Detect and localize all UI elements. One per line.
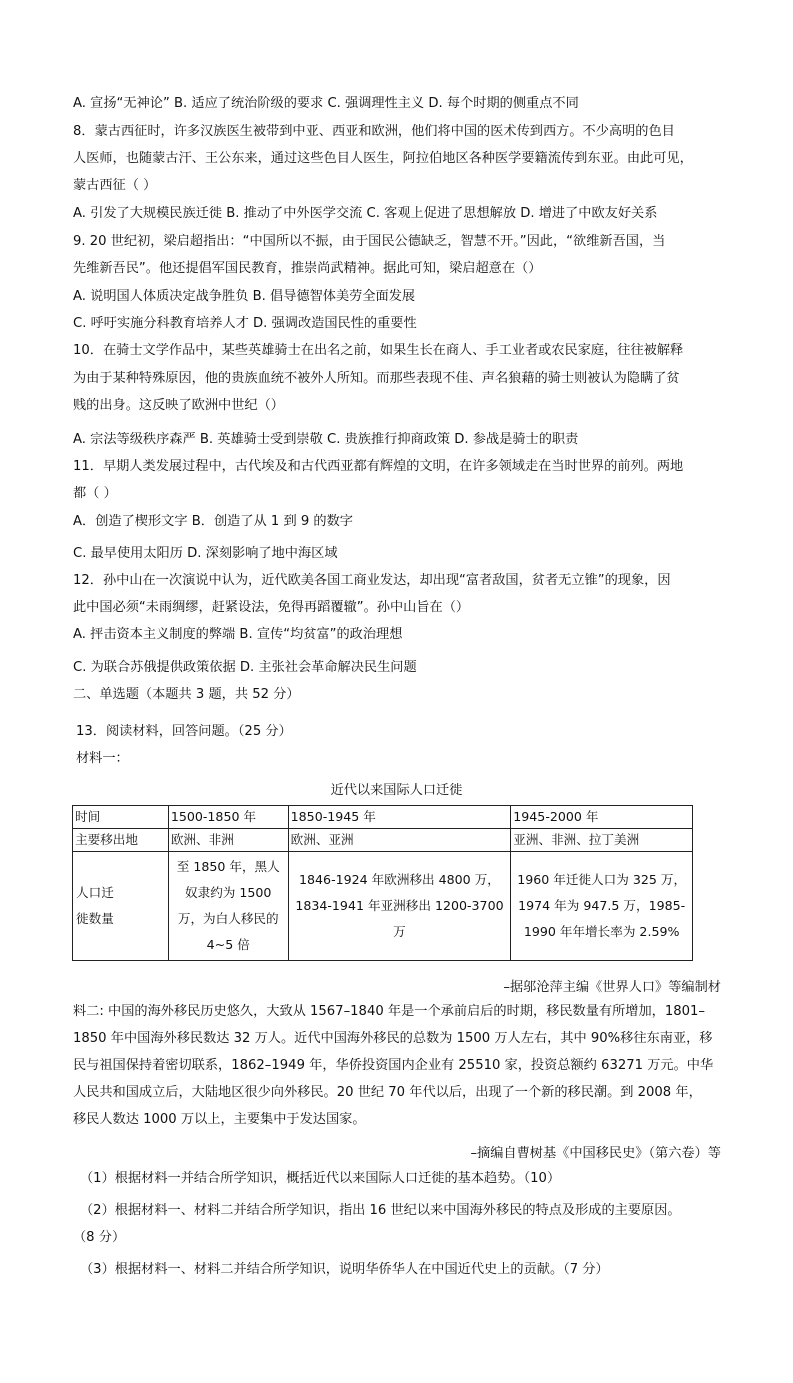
table-cell	[288, 852, 511, 961]
question-10-line-1: 10．在骑士文学作品中，某些英雄骑士在出名之前，如果生长在商人、手工业者或农民家庭，往往被解释	[73, 343, 684, 358]
sub-question-3: （3）根据材料一、材料二并结合所学知识，说明华侨华人在中国近代史上的贡献。（7 分）	[80, 1262, 609, 1277]
table-header-row	[73, 806, 693, 829]
question-11-line-1: 11．早期人类发展过程中，古代埃及和古代西亚都有辉煌的文明，在许多领域走在当时世界的前列。两地	[73, 459, 684, 474]
table-cell	[168, 852, 288, 961]
table-cell: 主要移出地	[73, 829, 169, 852]
options-q12-ab: A. 抨击资本主义制度的弊端 B. 宣传“均贫富”的政治理想	[73, 627, 403, 642]
table-header-cell: 1850-1945 年	[288, 806, 511, 829]
material-two-line: 1850 年中国海外移民数达 32 万人。近代中国海外移民的总数为 1500 万人左右，其中 90%移往东南亚，移	[73, 1031, 713, 1046]
options-q7: A. 宣扬“无神论” B. 适应了统治阶级的要求 C. 强调理性主义 D. 每个时期的侧重点不同	[73, 96, 579, 111]
table-source: –据邬沧萍主编《世界人口》等编制材	[503, 980, 721, 995]
table-row	[73, 852, 693, 961]
question-12-line-2: 此中国必须“未雨绸缪，赶紧设法，免得再蹈覆辙”。孙中山旨在（）	[73, 600, 470, 615]
cell-line: 1990 年年增长率为 2.59%	[523, 924, 680, 939]
options-q11-cd: C. 最早使用太阳历 D. 深刻影响了地中海区域	[73, 546, 338, 561]
cell-line: 4~5 倍	[206, 937, 250, 952]
question-9-line-1: 9. 20 世纪初，梁启超指出：“中国所以不振，由于国民公德缺乏，智慧不开。”因此，“欲维新吾国，当	[73, 234, 666, 249]
sub-question-2: （2）根据材料一、材料二并结合所学知识，指出 16 世纪以来中国海外移民的特点及形成的主要原因。	[80, 1203, 681, 1218]
question-10-line-3: 贱的出身。这反映了欧洲中世纪（）	[73, 398, 284, 413]
cell-line: 奴隶约为 1500	[185, 885, 272, 900]
table-header-cell: 1945-2000 年	[511, 806, 693, 829]
question-10-line-2: 为由于某种特殊原因，他的贵族血统不被外人所知。而那些表现不佳、声名狼藉的骑士则被认为隐瞒了贫	[73, 371, 680, 386]
material-two-line: 料二: 中国的海外移民历史悠久，大致从 1567–1840 年是一个承前启后的时期，移民数量有所增加，1801–	[73, 1004, 706, 1019]
table-cell	[73, 852, 169, 961]
sub-question-1: （1）根据材料一并结合所学知识，概括近代以来国际人口迁徙的基本趋势。（10）	[80, 1171, 561, 1186]
migration-table	[72, 805, 693, 961]
cell-line: 1846-1924 年欧洲移出 4800 万，	[299, 872, 500, 887]
table-cell: 欧洲、亚洲	[288, 829, 511, 852]
question-8-line-2: 人医师，也随蒙古汗、王公东来，通过这些色目人医生，阿拉伯地区各种医学要籍流传到东亚。由此可见，	[73, 151, 693, 166]
material-two-line: 人民共和国成立后，大陆地区很少向外移民。20 世纪 70 年代以后，出现了一个新的移民潮。到 2008 年，	[73, 1085, 702, 1100]
options-q9-cd: C. 呼吁实施分科教育培养人才 D. 强调改造国民性的重要性	[73, 316, 417, 331]
options-q12-cd: C. 为联合苏俄提供政策依据 D. 主张社会革命解决民生问题	[73, 660, 417, 675]
table-header-cell: 1500-1850 年	[168, 806, 288, 829]
question-8-line-1: 8．蒙古西征时，许多汉族医生被带到中亚、西亚和欧洲，他们将中国的医术传到西方。不少高明的色目	[73, 124, 675, 139]
section-heading: 二、单选题（本题共 3 题，共 52 分）	[73, 687, 300, 702]
material-two-line: 移民人数达 1000 万以上，主要集中于发达国家。	[73, 1112, 366, 1127]
options-q10: A. 宗法等级秩序森严 B. 英雄骑士受到崇敬 C. 贵族推行抑商政策 D. 参战是骑士的职责	[73, 432, 579, 447]
material-two-source: –摘编自曹树基《中国移民史》（第六卷）等	[470, 1146, 721, 1161]
cell-line: 1834-1941 年亚洲移出 1200-3700 万	[295, 898, 504, 939]
cell-line: 徙数量	[76, 911, 114, 926]
material-one-label: 材料一：	[76, 751, 129, 766]
question-13-heading: 13．阅读材料，回答问题。（25 分）	[76, 724, 292, 739]
options-q9-ab: A. 说明国人体质决定战争胜负 B. 倡导德智体美劳全面发展	[73, 289, 416, 304]
cell-line: 人口迁	[76, 885, 114, 900]
cell-line: 1960 年迁徙人口为 325 万，	[517, 872, 687, 887]
table-cell: 欧洲、非洲	[168, 829, 288, 852]
table-title: 近代以来国际人口迁徙	[330, 783, 463, 798]
question-9-line-2: 先维新吾民”。他还提倡军国民教育，推崇尚武精神。据此可知，梁启超意在（）	[73, 261, 542, 276]
table-cell: 亚洲、非洲、拉丁美洲	[511, 829, 693, 852]
table-cell	[511, 852, 693, 961]
cell-line: 1974 年为 947.5 万，1985-	[518, 898, 686, 913]
question-8-line-3: 蒙古西征（ ）	[73, 178, 157, 193]
sub-question-2-score: （8 分）	[73, 1230, 126, 1245]
cell-line: 万，为白人移民的	[177, 911, 279, 926]
material-two-line: 民与祖国保持着密切联系，1862–1949 年，华侨投资国内企业有 25510 家，投资总额约 63271 万元。中华	[73, 1058, 714, 1073]
cell-line: 至 1850 年，黑人	[176, 859, 280, 874]
question-12-line-1: 12．孙中山在一次演说中认为，近代欧美各国工商业发达，却出现“富者敌国，贫者无立锥”的现象，因	[73, 573, 671, 588]
table-row	[73, 829, 693, 852]
options-q11-ab: A．创造了楔形文字 B．创造了从 1 到 9 的数字	[73, 514, 353, 529]
table-header-cell: 时间	[73, 806, 169, 829]
options-q8: A. 引发了大规模民族迁徙 B. 推动了中外医学交流 C. 客观上促进了思想解放 D. 增进了中欧友好关系	[73, 206, 658, 221]
question-11-line-2: 都（ ）	[73, 486, 117, 501]
